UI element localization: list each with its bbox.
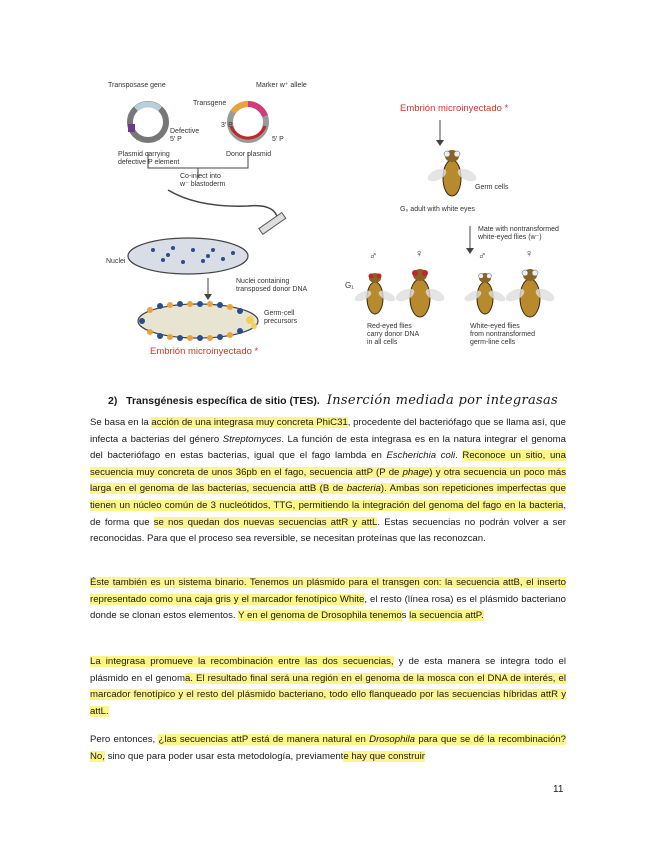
highlighted-text: e hay que construir: [343, 750, 425, 762]
label-g1: G₁: [345, 281, 354, 290]
highlighted-text: se nos quedan dos nuevas secuencias attR y attL: [153, 516, 378, 528]
text-run: . La función de esta integrasa es en la natura integrar el genoma del bacteriófago en estas bacterias, igual que el fago lambda en: [90, 433, 566, 462]
defective-p-element: [128, 124, 135, 132]
male-symbol-2: ♂: [478, 250, 487, 262]
develop-arrowhead: [204, 294, 212, 300]
highlighted-text: para que se dé la recombinación? No,: [90, 734, 566, 762]
text-run: .: [455, 450, 463, 462]
male-symbol-1: ♂: [369, 250, 378, 262]
label-nuclei: Nuclei: [106, 258, 126, 265]
page-number: 11: [553, 784, 564, 795]
fly-cross-diagram: [345, 100, 575, 360]
paragraph-2: [90, 575, 566, 625]
marker-segment: [248, 104, 265, 116]
g1-whiteeyed-male-icon: [463, 273, 507, 314]
text-run: Streptomyces: [222, 433, 282, 445]
label-g0: G₀ adult with white eyes: [400, 206, 475, 213]
label-nuclei-containing: Nuclei containing transposed donor DNA: [236, 278, 308, 293]
paragraph-4: [90, 732, 566, 765]
label-transgene: Transgene: [193, 100, 227, 107]
female-symbol-2: ♀: [525, 248, 534, 260]
highlighted-text: acción de una integrasa muy concreta PhiC31: [151, 417, 348, 428]
label-white-eyed: White-eyed flies from nontransformed germ-line cells: [470, 323, 535, 346]
label-marker: Marker w⁺ allele: [256, 82, 307, 89]
injection-line: [168, 190, 278, 223]
highlighted-text: Y en el genoma de Drosophila tenemo: [238, 610, 402, 622]
highlighted-text: Drosophila: [369, 734, 416, 745]
g1-redeyed-female-icon: [394, 269, 446, 317]
text-run: , el resto (línea rosa) es el plásmido bacteriano donde se clonan estos elementos.: [90, 593, 567, 622]
label-germ-cells: Germ cells: [475, 184, 509, 191]
text-run: s: [401, 610, 410, 622]
arrowhead-1: [436, 140, 444, 146]
highlighted-text: Éste también es un sistema binario. Tenemos un plásmido para el transgen con: la secuencia attB, el inserto representado como una caja gris y el marcador fenotípico White: [90, 577, 566, 605]
transposase-plasmid: [130, 104, 166, 140]
g0-fly-icon: [426, 150, 478, 196]
label-plasmid-carrying: Plasmid carrying defective P element: [118, 151, 180, 166]
highlighted-text: a. El resultado final será una región en el genoma de la mosca con el DNA de interés, el marcador fenotípico y el resto del plásmido bacteriano, todo ello flanqueado por las secuencias híbridas attR y attL.: [90, 672, 566, 717]
highlighted-text: ). Ambas son repeticiones imperfectas que tienen un núcleo com: [90, 483, 566, 511]
highlighted-text: La integrasa promueve la recombinación entre las dos secuencias,: [90, 656, 394, 667]
transposase-gene-segment: [136, 104, 160, 109]
label-embrion-left: Embrión microinyectado *: [150, 346, 259, 357]
label-mate: Mate with nontransformed white-eyed flies (w⁻): [478, 226, 559, 241]
label-coinject: Co-inject into w⁻ blastoderm: [180, 173, 226, 188]
paragraph-1: [90, 415, 566, 548]
label-germ-cell: Germ-cell precursors: [264, 310, 298, 325]
text-run: . Estas secuencias no podrán volver a ser reconocidas. Para que el proceso sea reversible, se necesitan proteínas que las reconozcan.: [90, 516, 566, 545]
highlighted-text: bacteria: [346, 483, 381, 495]
embryo-early: [128, 238, 248, 274]
g1-redeyed-male-icon: [353, 273, 397, 314]
label-donor-plasmid: Donor plasmid: [226, 151, 272, 158]
text-run: y de esta manera se integra todo el plásmido en el genom: [90, 656, 566, 684]
text-run: , procedente del bacteriófago que se llama así, que infecta a bacterias del género: [90, 417, 566, 445]
highlighted-text: phage: [402, 466, 430, 478]
highlighted-text: Reconoce un sitio, una secuencia muy concreta de unos 36pb en el fago, secuencia attP (P de: [90, 450, 566, 478]
label-transposase-gene: Transposase gene: [108, 82, 166, 89]
section-heading: [108, 393, 558, 408]
transposon-diagram: [108, 78, 323, 368]
handwritten-note: Inserción mediada por integrasas: [326, 393, 559, 408]
label-embrion-right: Embrión microinyectado *: [400, 103, 509, 114]
section-number: 2): [108, 395, 118, 407]
text-run: , de forma que: [90, 499, 567, 528]
arrowhead-2: [466, 248, 474, 254]
section-title: Transgénesis específica de sitio (TES).: [126, 395, 320, 407]
text-run: Pero entonces,: [90, 734, 159, 745]
label-defective: Defective 5′ P: [170, 128, 200, 143]
text-run: Escherichia coli: [386, 450, 456, 462]
label-3p: 3′ P: [221, 122, 233, 129]
female-symbol-1: ♀: [415, 248, 424, 260]
highlighted-text: la secuencia attP.: [409, 610, 484, 622]
highlighted-text: ¿las secuencias attP está de manera natural en: [158, 734, 370, 745]
paragraph-3: [90, 654, 566, 720]
label-5p: 5′ P: [272, 136, 284, 143]
text-run: sino que para poder usar esta metodología, previament: [104, 750, 344, 762]
label-red-eyed: Red-eyed flies carry donor DNA in all cells: [367, 323, 420, 346]
g1-whiteeyed-female-icon: [504, 269, 556, 317]
transgene-segment: [233, 104, 248, 112]
highlighted-text: ún de 3 nucleótidos, TTG, permitiendo la integración del genoma del fago en la bacteria: [182, 499, 564, 511]
syringe: [259, 213, 286, 235]
highlighted-text: ) y otra secuencia un poco más larga en el genoma de las bacterias, secuencia attB (B de: [90, 466, 566, 495]
text-run: Se basa en la: [90, 417, 152, 428]
